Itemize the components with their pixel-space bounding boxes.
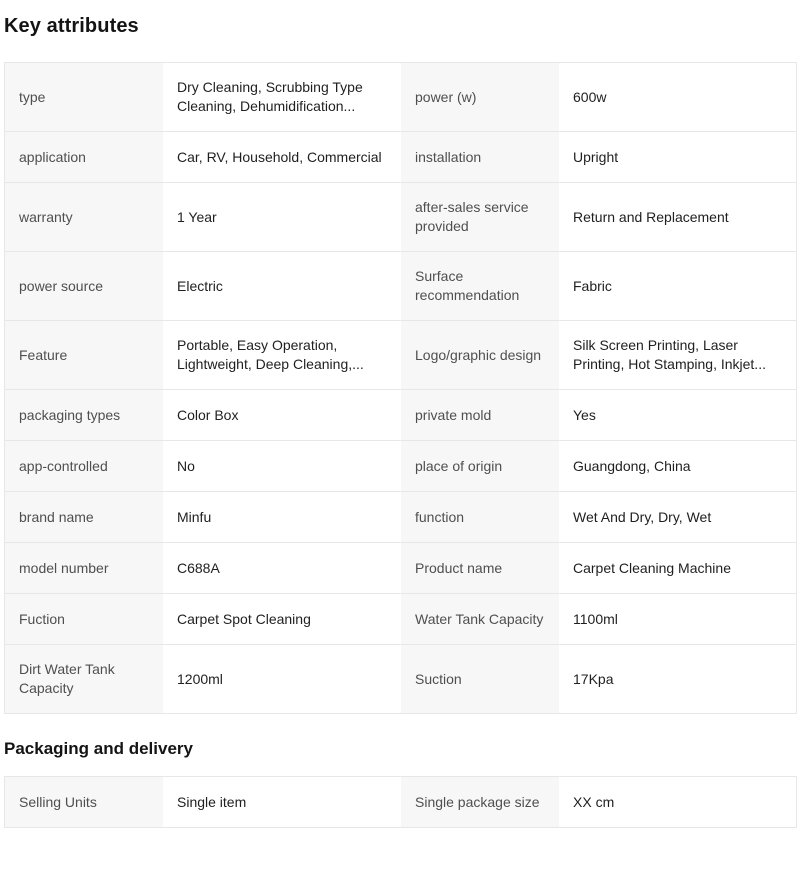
attribute-value: Color Box [163, 390, 401, 440]
attribute-value: Car, RV, Household, Commercial [163, 132, 401, 182]
table-row [5, 131, 796, 182]
attribute-value: Electric [163, 252, 401, 320]
attribute-value: Guangdong, China [559, 441, 796, 491]
attribute-label: Fuction [5, 594, 163, 644]
attribute-value: Yes [559, 390, 796, 440]
attribute-label: application [5, 132, 163, 182]
table-row [5, 182, 796, 251]
attribute-value: 17Kpa [559, 645, 796, 713]
attribute-label: Surface recommendation [401, 252, 559, 320]
attribute-value: No [163, 441, 401, 491]
packaging-delivery-table [4, 776, 797, 828]
attribute-value: 600w [559, 63, 796, 131]
attribute-value: Portable, Easy Operation, Lightweight, Deep Cleaning,... [163, 321, 401, 389]
table-row [5, 644, 796, 713]
table-row [5, 440, 796, 491]
attribute-label: place of origin [401, 441, 559, 491]
attribute-label: private mold [401, 390, 559, 440]
attribute-value: Return and Replacement [559, 183, 796, 251]
table-row [5, 389, 796, 440]
attribute-value: Single item [163, 777, 401, 827]
table-row [5, 251, 796, 320]
table-row [5, 320, 796, 389]
attribute-label: Suction [401, 645, 559, 713]
attribute-value: Silk Screen Printing, Laser Printing, Hot Stamping, Inkjet... [559, 321, 796, 389]
table-row [5, 593, 796, 644]
attribute-value: 1 Year [163, 183, 401, 251]
attribute-label: app-controlled [5, 441, 163, 491]
attribute-value: C688A [163, 543, 401, 593]
attribute-value: Carpet Cleaning Machine [559, 543, 796, 593]
key-attributes-table [4, 62, 797, 714]
attribute-label: function [401, 492, 559, 542]
attribute-label: Single package size [401, 777, 559, 827]
attribute-label: packaging types [5, 390, 163, 440]
attribute-label: power source [5, 252, 163, 320]
table-row [5, 491, 796, 542]
attribute-label: installation [401, 132, 559, 182]
attribute-label: after-sales service provided [401, 183, 559, 251]
key-attributes-title: Key attributes [4, 15, 139, 37]
attribute-label: Selling Units [5, 777, 163, 827]
attribute-label: warranty [5, 183, 163, 251]
attribute-value: 1100ml [559, 594, 796, 644]
attribute-value: Minfu [163, 492, 401, 542]
attribute-label: brand name [5, 492, 163, 542]
attribute-label: type [5, 63, 163, 131]
attribute-label: Water Tank Capacity [401, 594, 559, 644]
attribute-label: power (w) [401, 63, 559, 131]
attribute-label: model number [5, 543, 163, 593]
attribute-value: XX cm [559, 777, 796, 827]
attribute-value: Fabric [559, 252, 796, 320]
attribute-value: Upright [559, 132, 796, 182]
attribute-label: Logo/graphic design [401, 321, 559, 389]
attribute-value: Carpet Spot Cleaning [163, 594, 401, 644]
table-row [5, 542, 796, 593]
attribute-label: Feature [5, 321, 163, 389]
attribute-value: Dry Cleaning, Scrubbing Type Cleaning, Dehumidification... [163, 63, 401, 131]
attribute-label: Product name [401, 543, 559, 593]
attribute-value: 1200ml [163, 645, 401, 713]
packaging-delivery-title: Packaging and delivery [4, 739, 193, 758]
attribute-label: Dirt Water Tank Capacity [5, 645, 163, 713]
table-row [5, 777, 796, 827]
attribute-value: Wet And Dry, Dry, Wet [559, 492, 796, 542]
table-row [5, 63, 796, 131]
